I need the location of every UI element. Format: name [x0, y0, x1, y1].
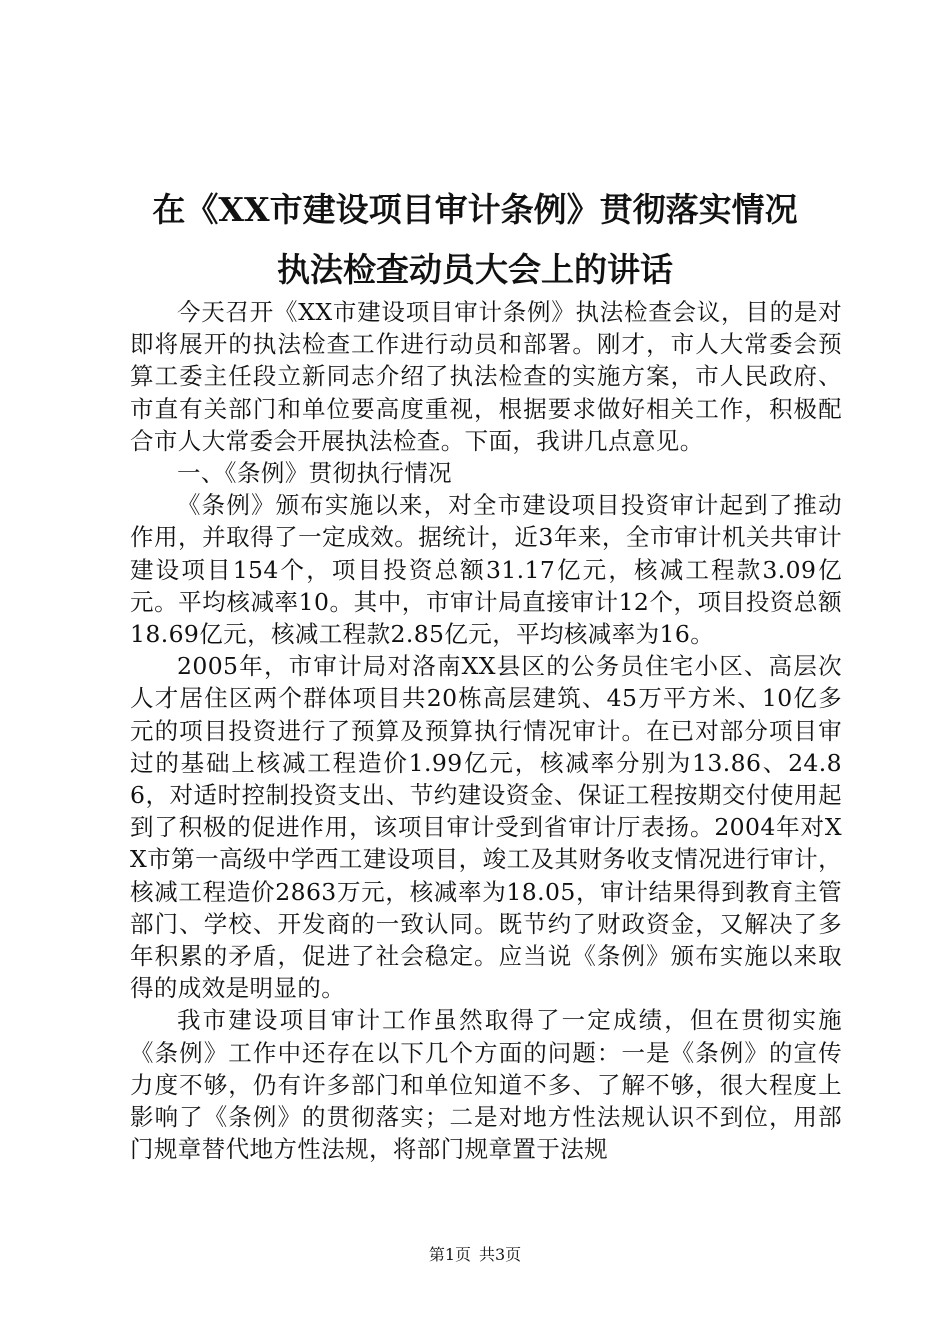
document-title	[100, 180, 850, 300]
document-body	[130, 296, 842, 1165]
paragraph-problems: 我市建设项目审计工作虽然取得了一定成绩，但在贯彻实施《条例》工作中还存在以下几个方面的问题：一是《条例》的宣传力度不够，仍有许多部门和单位知道不多、了解不够，很大程度上影响了《条例》的贯彻落实；二是对地方性法规认识不到位，用部门规章替代地方性法规，将部门规章置于法规	[130, 1006, 842, 1164]
title-line-2: 执法检查动员大会上的讲话	[277, 250, 673, 289]
page-number: 第1页	[428, 1245, 471, 1264]
paragraph-2005-audit: 2005年，市审计局对洛南XX县区的公务员住宅小区、高层次人才居住区两个群体项目共20栋高层建筑、45万平方米、10亿多元的项目投资进行了预算及预算执行情况审计。在已对部分项目审过的基础上核减工程造价1.99亿元，核减率分别为13.86、24.86，对适时控制投资支出、节约建设资金、保证工程按期交付使用起到了积极的促进作用，该项目审计受到省审计厅表扬。2004年对XX市第一高级中学西工建设项目，竣工及其财务收支情况进行审计，核减工程造价2863万元，核减率为18.05，审计结果得到教育主管部门、学校、开发商的一致认同。既节约了财政资金，又解决了多年积累的矛盾，促进了社会稳定。应当说《条例》颁布实施以来取得的成效是明显的。	[130, 652, 842, 1003]
paragraph-intro: 今天召开《XX市建设项目审计条例》执法检查会议，目的是对即将展开的执法检查工作进行动员和部署。刚才，市人大常委会预算工委主任段立新同志介绍了执法检查的实施方案，市人民政府、市直有关部门和单位要高度重视，根据要求做好相关工作，积极配合市人大常委会开展执法检查。下面，我讲几点意见。	[130, 298, 842, 455]
page-footer	[0, 1244, 950, 1266]
title-line-1: 在《XX市建设项目审计条例》贯彻落实情况	[152, 190, 798, 229]
page-total: 共3页	[479, 1245, 522, 1264]
paragraph-statistics: 《条例》颁布实施以来，对全市建设项目投资审计起到了推动作用，并取得了一定成效。据统计，近3年来，全市审计机关共审计建设项目154个，项目投资总额31.17亿元，核减工程款3.09亿元。平均核减率10。其中，市审计局直接审计12个，项目投资总额18.69亿元，核减工程款2.85亿元，平均核减率为16。	[130, 491, 842, 649]
section-heading: 一、《条例》贯彻执行情况	[177, 459, 453, 488]
